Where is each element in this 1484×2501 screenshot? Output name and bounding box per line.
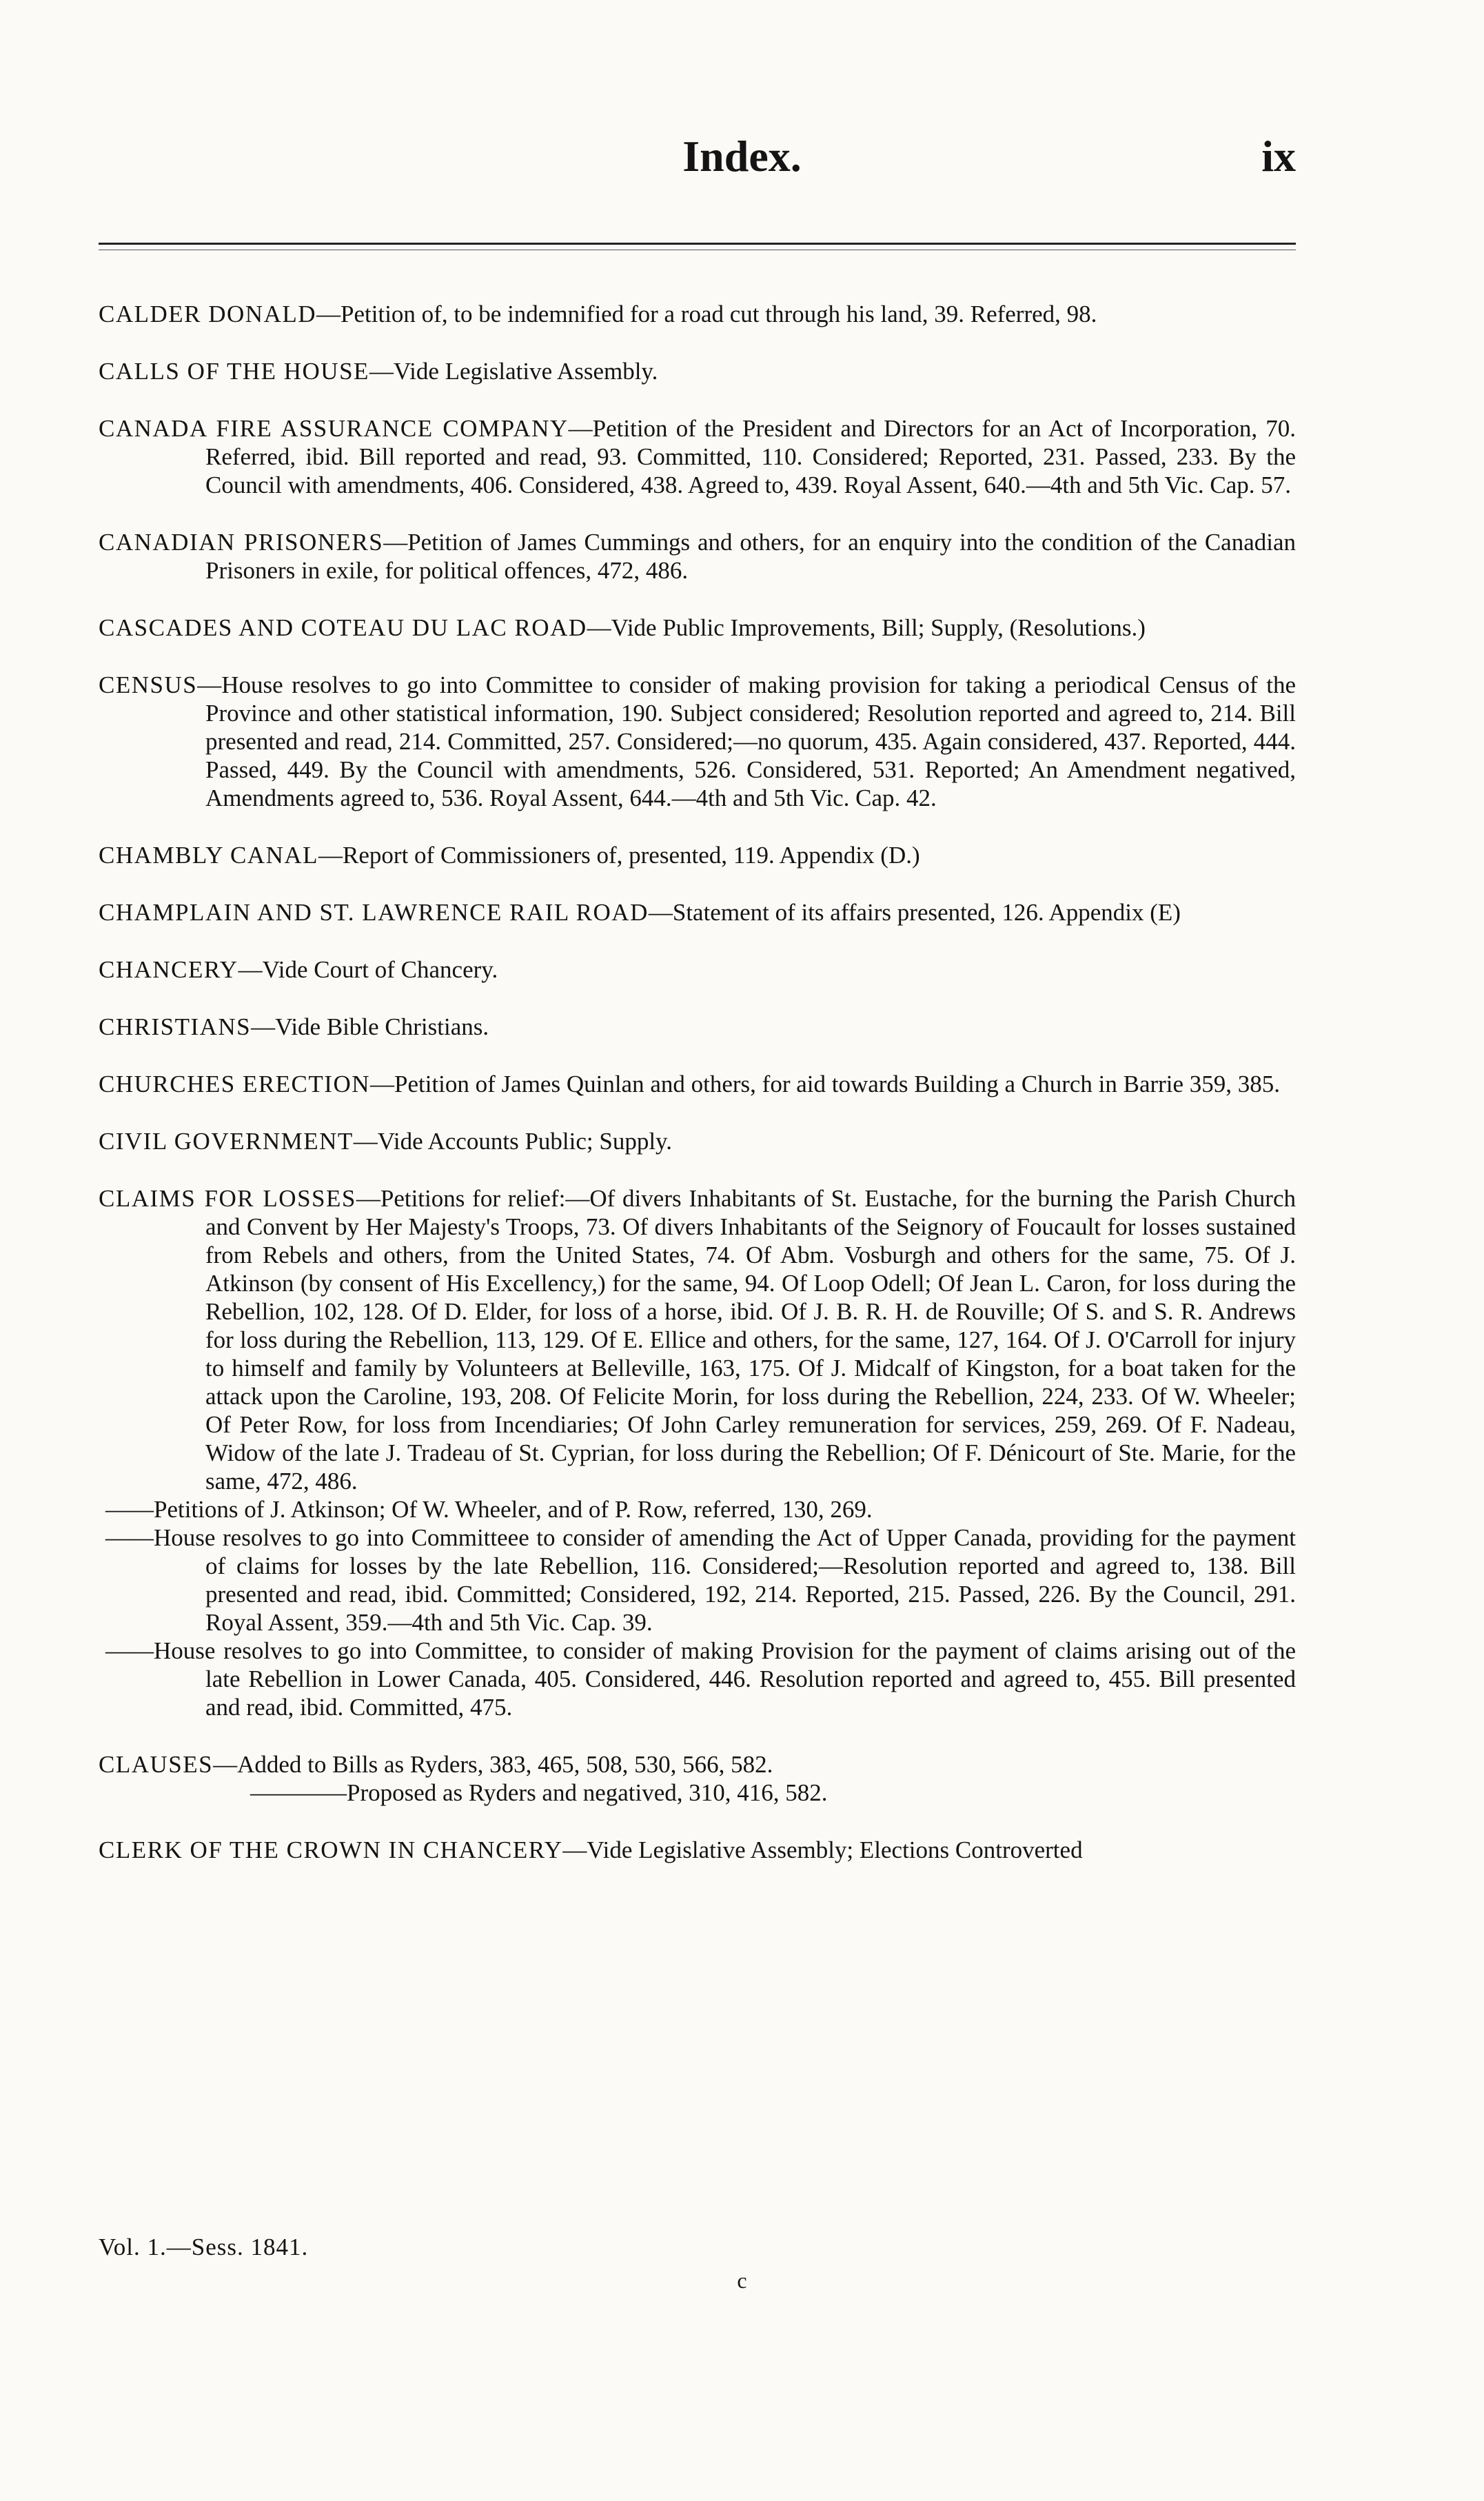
entry-heading: CLAUSES bbox=[99, 1751, 214, 1778]
entry-heading: CASCADES AND COTEAU DU LAC ROAD bbox=[99, 614, 587, 641]
entry-text: —Vide Public Improvements, Bill; Supply, (Resolutions.) bbox=[587, 614, 1146, 641]
signature-mark: c bbox=[737, 2268, 747, 2293]
entry-text: —Petition of James Cummings and others, for an enquiry into the condition of the Canadian Prisoners in exile, for political offences, 472, 486. bbox=[205, 529, 1296, 584]
entry-text: —House resolves to go into Committee to consider of making provision for taking a periodical Census of the Province and other statistical information, 190. Subject considered; Resolution reported and agreed to, 214. Bill presented and read, 214. Committed, 257. Considered;—no quorum, 435. Again considered, 437. Reported, 444. Passed, 449. By the Council with amendments, 526. Considered, 531. Reported; An Amendment negatived, Amendments agreed to, 536. Royal Assent, 644.—4th and 5th Vic. Cap. 42. bbox=[197, 671, 1296, 811]
header-rule bbox=[99, 243, 1296, 245]
index-subentry bbox=[99, 1495, 1296, 1523]
entry-text: —Petition of James Quinlan and others, for aid towards Building a Church in Barrie 359, 385. bbox=[370, 1071, 1281, 1097]
index-entry bbox=[99, 357, 1296, 385]
index-subentry bbox=[99, 1523, 1296, 1637]
entry-heading: CLAIMS FOR LOSSES bbox=[99, 1185, 356, 1212]
entry-heading: CANADA FIRE ASSURANCE COMPANY bbox=[99, 415, 569, 442]
index-entry bbox=[99, 300, 1296, 328]
index-entry bbox=[99, 955, 1296, 984]
entry-heading: CALLS OF THE HOUSE bbox=[99, 358, 369, 385]
entry-heading: CIVIL GOVERNMENT bbox=[99, 1128, 354, 1155]
index-subentry bbox=[99, 1779, 1296, 1807]
entry-heading: CENSUS bbox=[99, 671, 198, 698]
index-entry bbox=[99, 1750, 1296, 1779]
subentry-text: ——Petitions of J. Atkinson; Of W. Wheeler, and of P. Row, referred, 130, 269. bbox=[105, 1496, 873, 1523]
volume-session: Vol. 1.—Sess. 1841. bbox=[99, 2234, 309, 2260]
entry-heading: CHAMPLAIN AND ST. LAWRENCE RAIL ROAD bbox=[99, 899, 649, 926]
index-entry bbox=[99, 898, 1296, 927]
index-entry bbox=[99, 614, 1296, 642]
index-subentry bbox=[99, 1637, 1296, 1721]
entry-heading: CHRISTIANS bbox=[99, 1013, 252, 1040]
index-entry bbox=[99, 528, 1296, 585]
subentry-text: ————Proposed as Ryders and negatived, 310, 416, 582. bbox=[250, 1779, 828, 1806]
index-entry bbox=[99, 414, 1296, 499]
index-entry bbox=[99, 1836, 1296, 1864]
entry-text: —Petition of the President and Directors for an Act of Incorporation, 70. Referred, ibid. Bill reported and read, 93. Committed, 110. Considered; Reported, 231. Passed, 233. By the Council with amendments, 406. Considered, 438. Agreed to, 439. Royal Assent, 640.—4th and 5th Vic. Cap. 57. bbox=[205, 415, 1296, 498]
entry-text: —Vide Accounts Public; Supply. bbox=[353, 1128, 673, 1155]
entry-heading: CHAMBLY CANAL bbox=[99, 842, 319, 869]
entry-text: —Vide Legislative Assembly; Elections Controverted bbox=[562, 1836, 1083, 1863]
entry-heading: CANADIAN PRISONERS bbox=[99, 529, 384, 556]
page-number: ix bbox=[1261, 132, 1296, 181]
index-entry bbox=[99, 841, 1296, 869]
entry-text: —Petitions for relief:—Of divers Inhabitants of St. Eustache, for the burning the Parish Church and Convent by Her Majesty's Troops, 73. Of divers Inhabitants of the Seignory of Foucault for losses sustained from Rebels and others, from the United States, 74. Of Abm. Vosburgh and others for the same, 75. Of J. Atkinson (by consent of His Excellency,) for the same, 94. Of Loop Odell; Of Jean L. Caron, for loss during the Rebellion, 102, 128. Of D. Elder, for loss of a horse, ibid. Of J. B. R. H. de Rouville; Of S. and S. R. Andrews for loss during the Rebellion, 113, 129. Of E. Ellice and others, for the same, 127, 164. Of J. O'Carroll for injury to himself and family by Volunteers at Belleville, 163, 175. Of J. Midcalf of Kingston, for a boat taken for the attack upon the Caroline, 193, 208. Of Felicite Morin, for loss during the Rebellion, 224, 233. Of W. Wheeler; Of Peter Row, for loss from Incendiaries; Of John Carley remuneration for services, 259, 269. Of F. Nadeau, Widow of the late J. Tradeau of St. Cyprian, for loss during the Rebellion; Of F. Dénicourt of Ste. Marie, for the same, 472, 486. bbox=[205, 1185, 1296, 1495]
entry-text: —Report of Commissioners of, presented, 119. Appendix (D.) bbox=[318, 842, 920, 869]
index-entry bbox=[99, 1013, 1296, 1041]
subentry-text: ——House resolves to go into Committeee to consider of amending the Act of Upper Canada, providing for the payment of claims for losses by the late Rebellion, 116. Considered;—Resolution reported and agreed to, 138. Bill presented and read, ibid. Committed; Considered, 192, 214. Reported, 215. Passed, 226. By the Council, 291. Royal Assent, 359.—4th and 5th Vic. Cap. 39. bbox=[105, 1524, 1296, 1636]
index-entries bbox=[99, 276, 1296, 1893]
entry-text: —Statement of its affairs presented, 126. Appendix (E) bbox=[648, 899, 1181, 926]
index-entry bbox=[99, 1184, 1296, 1495]
entry-text: —Vide Court of Chancery. bbox=[238, 956, 498, 983]
entry-heading: CALDER DONALD bbox=[99, 301, 317, 327]
entry-heading: CLERK OF THE CROWN IN CHANCERY bbox=[99, 1836, 563, 1863]
entry-heading: CHANCERY bbox=[99, 956, 238, 983]
index-entry bbox=[99, 1127, 1296, 1155]
index-entry bbox=[99, 671, 1296, 812]
entry-text: —Petition of, to be indemnified for a road cut through his land, 39. Referred, 98. bbox=[316, 301, 1097, 327]
entry-text: —Vide Legislative Assembly. bbox=[369, 358, 658, 385]
page-title: Index. bbox=[682, 132, 802, 181]
entry-heading: CHURCHES ERECTION bbox=[99, 1071, 370, 1097]
index-entry bbox=[99, 1070, 1296, 1098]
subentry-text: ——House resolves to go into Committee, to consider of making Provision for the payment of claims arising out of the late Rebellion in Lower Canada, 405. Considered, 446. Resolution reported and agreed to, 455. Bill presented and read, ibid. Committed, 475. bbox=[105, 1637, 1296, 1721]
entry-text: —Added to Bills as Ryders, 383, 465, 508, 530, 566, 582. bbox=[213, 1751, 773, 1778]
entry-text: —Vide Bible Christians. bbox=[251, 1013, 489, 1040]
